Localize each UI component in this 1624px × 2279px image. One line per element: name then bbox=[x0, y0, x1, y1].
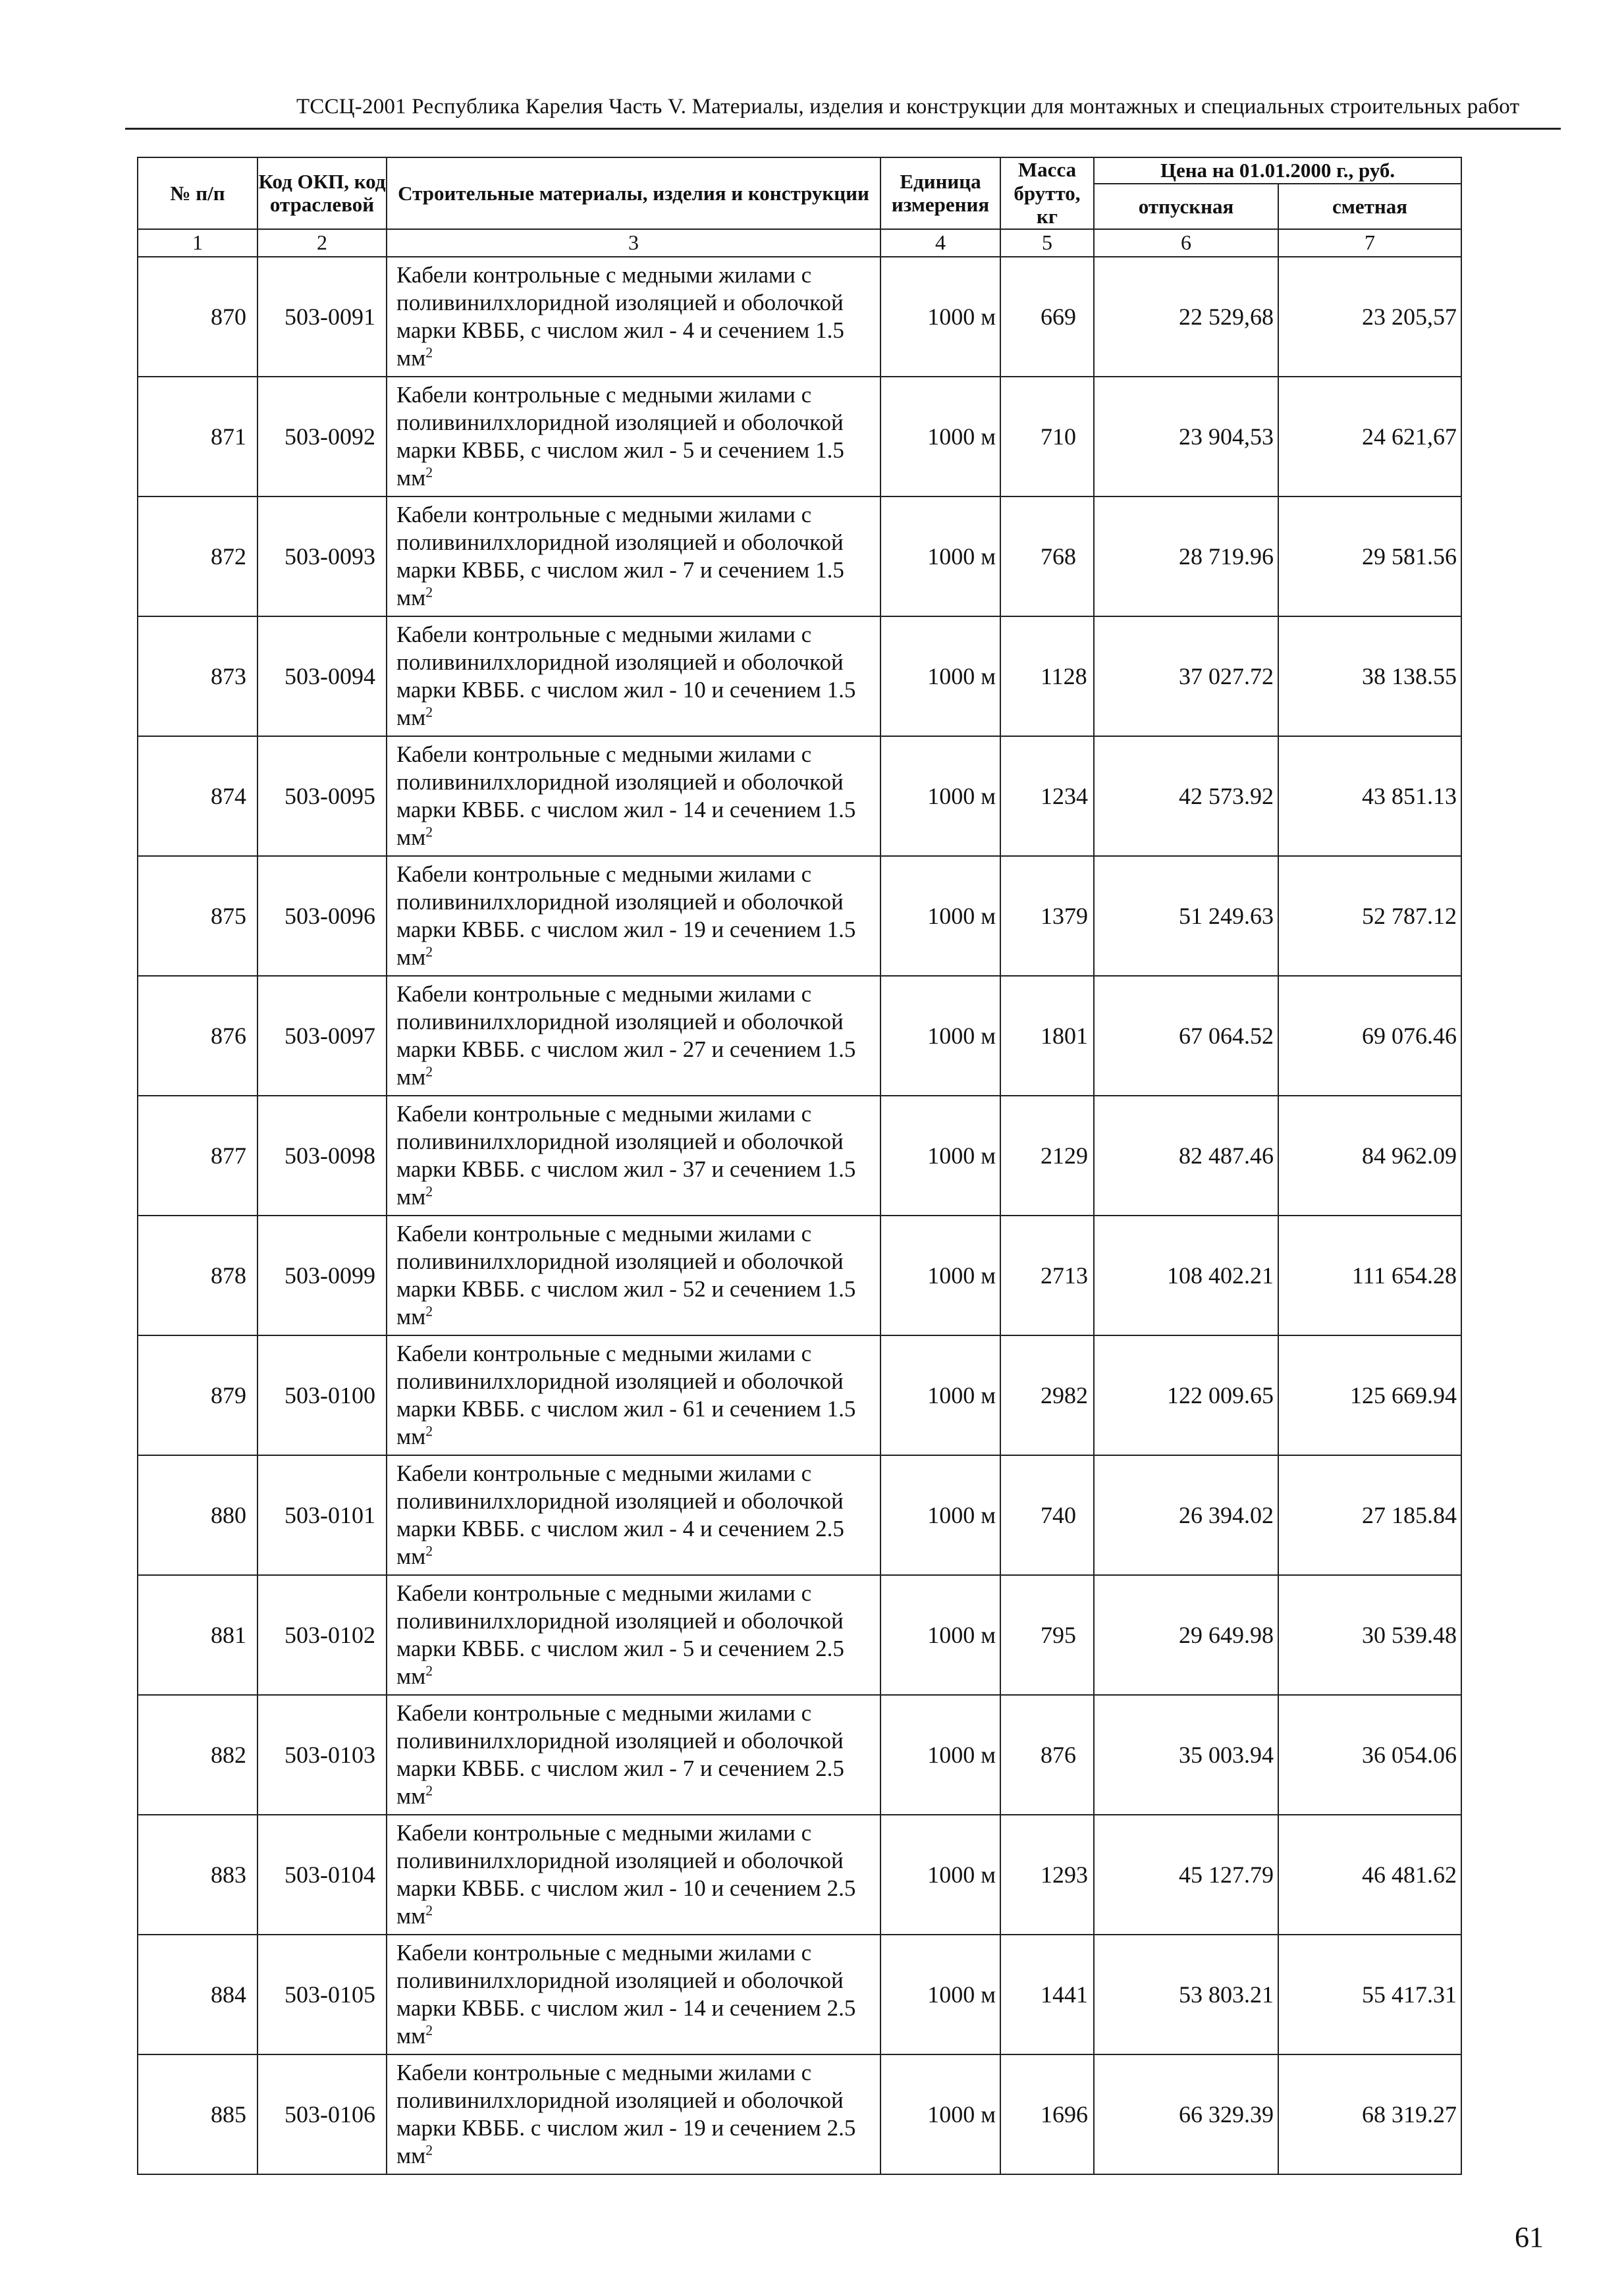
okp-code-cell: 503-0099 bbox=[257, 1216, 387, 1335]
material-name-text: Кабели контрольные с медными жилами с поливинилхлоридной изоляцией и оболочкой марки КВББ, с числом жил - 5 и сечением 1.5 мм bbox=[396, 381, 844, 491]
okp-code-cell: 503-0106 bbox=[257, 2054, 387, 2174]
mass-cell: 1801 bbox=[1000, 976, 1094, 1096]
release-price-cell: 82 487.46 bbox=[1094, 1096, 1278, 1216]
okp-code-cell: 503-0094 bbox=[257, 616, 387, 736]
material-name-text: Кабели контрольные с медными жилами с поливинилхлоридной изоляцией и оболочкой марки КВББ. с числом жил - 10 и сечением 1.5 мм bbox=[396, 621, 856, 730]
material-name-text: Кабели контрольные с медными жилами с поливинилхлоридной изоляцией и оболочкой марки КВББ. с числом жил - 61 и сечением 1.5 мм bbox=[396, 1340, 856, 1449]
unit-cell: 1000 м bbox=[880, 257, 1000, 377]
unit-cell: 1000 м bbox=[880, 1575, 1000, 1695]
table-row bbox=[138, 616, 1461, 736]
unit-exponent: 2 bbox=[425, 2142, 433, 2158]
material-name-cell bbox=[387, 736, 880, 856]
table-row bbox=[138, 1096, 1461, 1216]
table-row bbox=[138, 856, 1461, 976]
material-name-text: Кабели контрольные с медными жилами с поливинилхлоридной изоляцией и оболочкой марки КВББ, с числом жил - 7 и сечением 1.5 мм bbox=[396, 501, 844, 610]
row-number-cell: 878 bbox=[138, 1216, 257, 1335]
release-price-cell: 108 402.21 bbox=[1094, 1216, 1278, 1335]
material-name-text: Кабели контрольные с медными жилами с поливинилхлоридной изоляцией и оболочкой марки КВББ. с числом жил - 37 и сечением 1.5 мм bbox=[396, 1100, 856, 1210]
estimate-price-cell: 30 539.48 bbox=[1278, 1575, 1461, 1695]
column-number: 1 bbox=[138, 229, 257, 257]
estimate-price-cell: 52 787.12 bbox=[1278, 856, 1461, 976]
unit-cell: 1000 м bbox=[880, 1455, 1000, 1575]
release-price-cell: 23 904,53 bbox=[1094, 377, 1278, 496]
unit-cell: 1000 м bbox=[880, 616, 1000, 736]
row-number-cell: 877 bbox=[138, 1096, 257, 1216]
material-name-text: Кабели контрольные с медными жилами с поливинилхлоридной изоляцией и оболочкой марки КВББ. с числом жил - 14 и сечением 1.5 мм bbox=[396, 741, 856, 850]
release-price-cell: 45 127.79 bbox=[1094, 1815, 1278, 1935]
material-name-text: Кабели контрольные с медными жилами с поливинилхлоридной изоляцией и оболочкой марки КВББ. с числом жил - 19 и сечением 1.5 мм bbox=[396, 861, 856, 970]
row-number-cell: 875 bbox=[138, 856, 257, 976]
okp-code-cell: 503-0101 bbox=[257, 1455, 387, 1575]
mass-cell: 669 bbox=[1000, 257, 1094, 377]
material-name-cell bbox=[387, 1575, 880, 1695]
okp-code-cell: 503-0104 bbox=[257, 1815, 387, 1935]
material-name-cell bbox=[387, 1455, 880, 1575]
unit-cell: 1000 м bbox=[880, 736, 1000, 856]
mass-cell: 795 bbox=[1000, 1575, 1094, 1695]
mass-cell: 1128 bbox=[1000, 616, 1094, 736]
release-price-cell: 67 064.52 bbox=[1094, 976, 1278, 1096]
mass-cell: 1379 bbox=[1000, 856, 1094, 976]
material-name-text: Кабели контрольные с медными жилами с поливинилхлоридной изоляцией и оболочкой марки КВББ. с числом жил - 4 и сечением 2.5 мм bbox=[396, 1460, 844, 1569]
table-row bbox=[138, 976, 1461, 1096]
header-divider bbox=[125, 128, 1561, 130]
row-number-cell: 879 bbox=[138, 1335, 257, 1455]
release-price-cell: 53 803.21 bbox=[1094, 1935, 1278, 2054]
row-number-cell: 885 bbox=[138, 2054, 257, 2174]
release-price-cell: 28 719.96 bbox=[1094, 496, 1278, 616]
col-header-mass: Масса брутто, кг bbox=[1000, 157, 1094, 229]
unit-cell: 1000 м bbox=[880, 1216, 1000, 1335]
unit-exponent: 2 bbox=[425, 1902, 433, 1919]
column-number: 4 bbox=[880, 229, 1000, 257]
okp-code-cell: 503-0093 bbox=[257, 496, 387, 616]
unit-cell: 1000 м bbox=[880, 496, 1000, 616]
mass-cell: 740 bbox=[1000, 1455, 1094, 1575]
material-name-text: Кабели контрольные с медными жилами с поливинилхлоридной изоляцией и оболочкой марки КВББ. с числом жил - 19 и сечением 2.5 мм bbox=[396, 2059, 856, 2168]
okp-code-cell: 503-0095 bbox=[257, 736, 387, 856]
row-number-cell: 873 bbox=[138, 616, 257, 736]
col-header-code: Код ОКП, код отраслевой bbox=[257, 157, 387, 229]
unit-exponent: 2 bbox=[425, 1063, 433, 1080]
row-number-cell: 871 bbox=[138, 377, 257, 496]
material-name-cell bbox=[387, 496, 880, 616]
row-number-cell: 876 bbox=[138, 976, 257, 1096]
unit-cell: 1000 м bbox=[880, 1096, 1000, 1216]
col-header-price-release: отпускная bbox=[1094, 184, 1278, 229]
material-name-cell bbox=[387, 976, 880, 1096]
row-number-cell: 874 bbox=[138, 736, 257, 856]
estimate-price-cell: 111 654.28 bbox=[1278, 1216, 1461, 1335]
table-row bbox=[138, 377, 1461, 496]
material-name-text: Кабели контрольные с медными жилами с поливинилхлоридной изоляцией и оболочкой марки КВББ, с числом жил - 4 и сечением 1.5 мм bbox=[396, 261, 844, 371]
okp-code-cell: 503-0100 bbox=[257, 1335, 387, 1455]
material-name-text: Кабели контрольные с медными жилами с поливинилхлоридной изоляцией и оболочкой марки КВББ. с числом жил - 52 и сечением 1.5 мм bbox=[396, 1220, 856, 1329]
table-row bbox=[138, 257, 1461, 377]
release-price-cell: 35 003.94 bbox=[1094, 1695, 1278, 1815]
unit-cell: 1000 м bbox=[880, 856, 1000, 976]
price-table bbox=[137, 157, 1462, 2175]
mass-cell: 2713 bbox=[1000, 1216, 1094, 1335]
row-number-cell: 882 bbox=[138, 1695, 257, 1815]
mass-cell: 1441 bbox=[1000, 1935, 1094, 2054]
table-row bbox=[138, 1335, 1461, 1455]
unit-exponent: 2 bbox=[425, 1183, 433, 1200]
column-number: 3 bbox=[387, 229, 880, 257]
unit-exponent: 2 bbox=[425, 824, 433, 840]
material-name-cell bbox=[387, 616, 880, 736]
row-number-cell: 881 bbox=[138, 1575, 257, 1695]
material-name-text: Кабели контрольные с медными жилами с поливинилхлоридной изоляцией и оболочкой марки КВББ. с числом жил - 27 и сечением 1.5 мм bbox=[396, 980, 856, 1090]
release-price-cell: 51 249.63 bbox=[1094, 856, 1278, 976]
estimate-price-cell: 69 076.46 bbox=[1278, 976, 1461, 1096]
table-row bbox=[138, 1216, 1461, 1335]
mass-cell: 1696 bbox=[1000, 2054, 1094, 2174]
mass-cell: 2129 bbox=[1000, 1096, 1094, 1216]
table-row bbox=[138, 1575, 1461, 1695]
release-price-cell: 122 009.65 bbox=[1094, 1335, 1278, 1455]
release-price-cell: 29 649.98 bbox=[1094, 1575, 1278, 1695]
material-name-text: Кабели контрольные с медными жилами с поливинилхлоридной изоляцией и оболочкой марки КВББ. с числом жил - 7 и сечением 2.5 мм bbox=[396, 1700, 844, 1809]
release-price-cell: 26 394.02 bbox=[1094, 1455, 1278, 1575]
table-row bbox=[138, 736, 1461, 856]
col-header-unit: Единица измерения bbox=[880, 157, 1000, 229]
unit-exponent: 2 bbox=[425, 944, 433, 960]
table-row bbox=[138, 1695, 1461, 1815]
unit-cell: 1000 м bbox=[880, 1815, 1000, 1935]
unit-exponent: 2 bbox=[425, 464, 433, 481]
okp-code-cell: 503-0091 bbox=[257, 257, 387, 377]
unit-cell: 1000 м bbox=[880, 1695, 1000, 1815]
unit-exponent: 2 bbox=[425, 1303, 433, 1320]
unit-cell: 1000 м bbox=[880, 1335, 1000, 1455]
table-row bbox=[138, 496, 1461, 616]
material-name-cell bbox=[387, 1216, 880, 1335]
unit-exponent: 2 bbox=[425, 1543, 433, 1559]
estimate-price-cell: 125 669.94 bbox=[1278, 1335, 1461, 1455]
table-row bbox=[138, 1935, 1461, 2054]
material-name-cell bbox=[387, 1935, 880, 2054]
estimate-price-cell: 36 054.06 bbox=[1278, 1695, 1461, 1815]
table-row bbox=[138, 2054, 1461, 2174]
page-header: ТССЦ-2001 Республика Карелия Часть V. Материалы, изделия и конструкции для монтажных и специальных строительных работ bbox=[296, 95, 1520, 119]
estimate-price-cell: 68 319.27 bbox=[1278, 2054, 1461, 2174]
table-row bbox=[138, 1815, 1461, 1935]
row-number-cell: 883 bbox=[138, 1815, 257, 1935]
unit-exponent: 2 bbox=[425, 1783, 433, 1799]
okp-code-cell: 503-0097 bbox=[257, 976, 387, 1096]
column-number: 7 bbox=[1278, 229, 1461, 257]
release-price-cell: 42 573.92 bbox=[1094, 736, 1278, 856]
row-number-cell: 872 bbox=[138, 496, 257, 616]
unit-exponent: 2 bbox=[425, 2022, 433, 2039]
mass-cell: 710 bbox=[1000, 377, 1094, 496]
okp-code-cell: 503-0096 bbox=[257, 856, 387, 976]
unit-cell: 1000 м bbox=[880, 377, 1000, 496]
table-row bbox=[138, 1455, 1461, 1575]
unit-cell: 1000 м bbox=[880, 976, 1000, 1096]
column-numbers-row bbox=[138, 229, 1461, 257]
material-name-cell bbox=[387, 1335, 880, 1455]
okp-code-cell: 503-0105 bbox=[257, 1935, 387, 2054]
estimate-price-cell: 55 417.31 bbox=[1278, 1935, 1461, 2054]
row-number-cell: 870 bbox=[138, 257, 257, 377]
unit-exponent: 2 bbox=[425, 1663, 433, 1679]
col-header-price-group: Цена на 01.01.2000 г., руб. bbox=[1094, 157, 1461, 184]
okp-code-cell: 503-0092 bbox=[257, 377, 387, 496]
page-number: 61 bbox=[1515, 2221, 1544, 2253]
release-price-cell: 37 027.72 bbox=[1094, 616, 1278, 736]
material-name-cell bbox=[387, 257, 880, 377]
estimate-price-cell: 38 138.55 bbox=[1278, 616, 1461, 736]
okp-code-cell: 503-0103 bbox=[257, 1695, 387, 1815]
unit-exponent: 2 bbox=[425, 1423, 433, 1439]
mass-cell: 1293 bbox=[1000, 1815, 1094, 1935]
unit-exponent: 2 bbox=[425, 704, 433, 720]
unit-cell: 1000 м bbox=[880, 2054, 1000, 2174]
mass-cell: 1234 bbox=[1000, 736, 1094, 856]
unit-cell: 1000 м bbox=[880, 1935, 1000, 2054]
material-name-cell bbox=[387, 856, 880, 976]
estimate-price-cell: 23 205,57 bbox=[1278, 257, 1461, 377]
release-price-cell: 22 529,68 bbox=[1094, 257, 1278, 377]
col-header-num: № п/п bbox=[138, 157, 257, 229]
estimate-price-cell: 27 185.84 bbox=[1278, 1455, 1461, 1575]
material-name-cell bbox=[387, 1096, 880, 1216]
estimate-price-cell: 24 621,67 bbox=[1278, 377, 1461, 496]
material-name-text: Кабели контрольные с медными жилами с поливинилхлоридной изоляцией и оболочкой марки КВББ. с числом жил - 10 и сечением 2.5 мм bbox=[396, 1819, 856, 1929]
row-number-cell: 884 bbox=[138, 1935, 257, 2054]
column-number: 6 bbox=[1094, 229, 1278, 257]
estimate-price-cell: 84 962.09 bbox=[1278, 1096, 1461, 1216]
column-number: 5 bbox=[1000, 229, 1094, 257]
col-header-price-estimate: сметная bbox=[1278, 184, 1461, 229]
table-header bbox=[138, 157, 1461, 229]
material-name-text: Кабели контрольные с медными жилами с поливинилхлоридной изоляцией и оболочкой марки КВББ. с числом жил - 5 и сечением 2.5 мм bbox=[396, 1580, 844, 1689]
mass-cell: 768 bbox=[1000, 496, 1094, 616]
table-body bbox=[138, 229, 1461, 2174]
unit-exponent: 2 bbox=[425, 344, 433, 361]
estimate-price-cell: 43 851.13 bbox=[1278, 736, 1461, 856]
row-number-cell: 880 bbox=[138, 1455, 257, 1575]
column-number: 2 bbox=[257, 229, 387, 257]
material-name-cell bbox=[387, 377, 880, 496]
mass-cell: 2982 bbox=[1000, 1335, 1094, 1455]
mass-cell: 876 bbox=[1000, 1695, 1094, 1815]
okp-code-cell: 503-0102 bbox=[257, 1575, 387, 1695]
material-name-cell bbox=[387, 1815, 880, 1935]
estimate-price-cell: 46 481.62 bbox=[1278, 1815, 1461, 1935]
col-header-name: Строительные материалы, изделия и конструкции bbox=[387, 157, 880, 229]
estimate-price-cell: 29 581.56 bbox=[1278, 496, 1461, 616]
material-name-text: Кабели контрольные с медными жилами с поливинилхлоридной изоляцией и оболочкой марки КВББ. с числом жил - 14 и сечением 2.5 мм bbox=[396, 1939, 856, 2049]
okp-code-cell: 503-0098 bbox=[257, 1096, 387, 1216]
unit-exponent: 2 bbox=[425, 584, 433, 601]
material-name-cell bbox=[387, 2054, 880, 2174]
release-price-cell: 66 329.39 bbox=[1094, 2054, 1278, 2174]
material-name-cell bbox=[387, 1695, 880, 1815]
